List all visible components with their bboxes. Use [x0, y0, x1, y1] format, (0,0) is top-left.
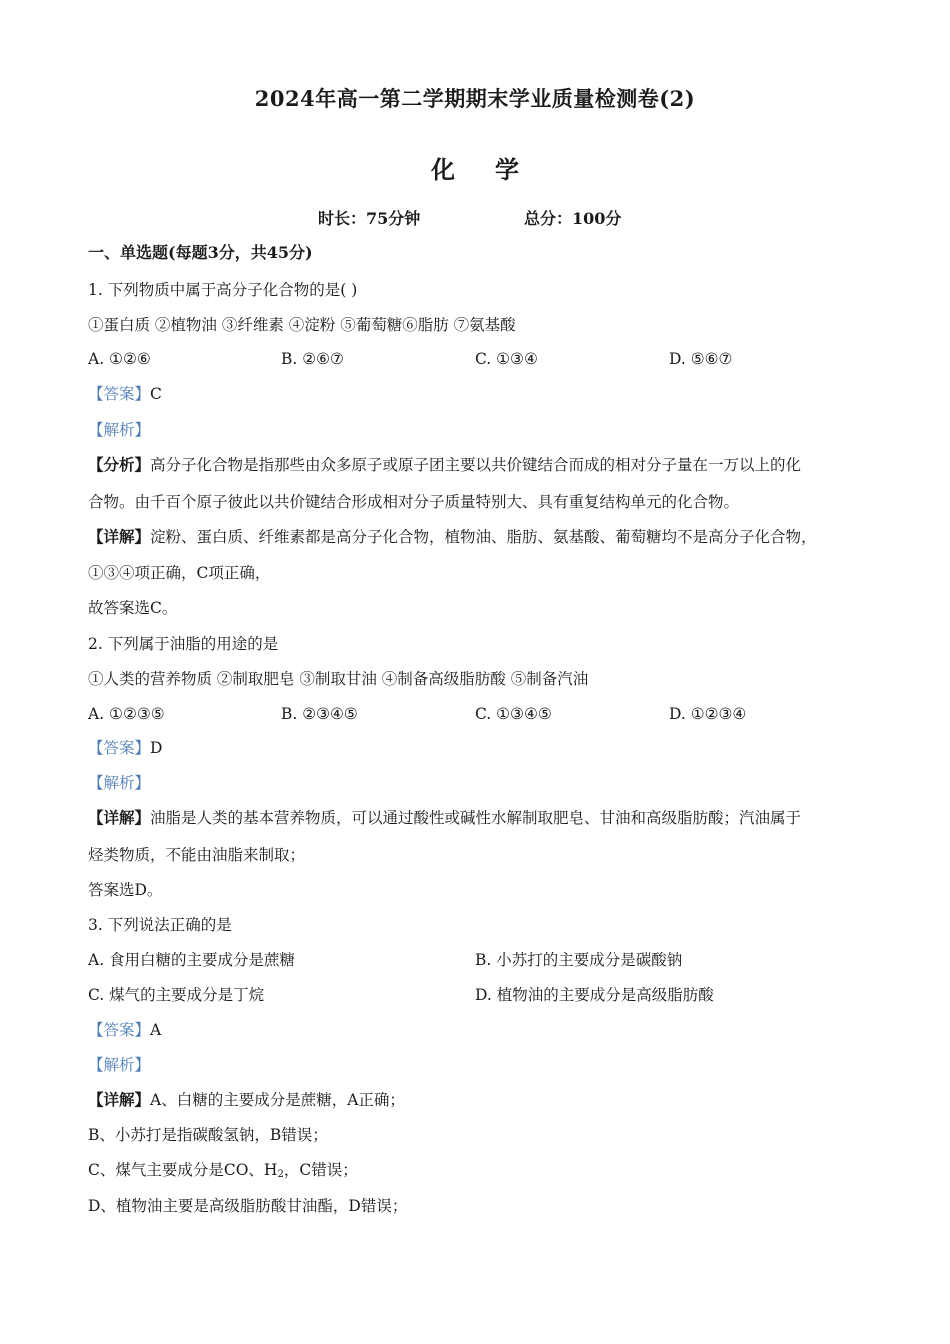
question-items: ①蛋白质 ②植物油 ③纤维素 ④淀粉 ⑤葡萄糖⑥脂肪 ⑦氨基酸	[88, 316, 516, 334]
section-title: 一、单选题(每题3分，共45分)	[88, 243, 313, 262]
answer-tag: 【答案】	[88, 385, 151, 403]
exam-title: 2024年高一第二学期期末学业质量检测卷(2)	[254, 86, 696, 111]
detail-text: A、白糖的主要成分是蔗糖，A正确；	[150, 1091, 405, 1109]
option-c: C. 煤气的主要成分是丁烷	[88, 986, 265, 1004]
question-stem: 3. 下列说法正确的是	[88, 916, 232, 934]
question-stem: 1. 下列物质中属于高分子化合物的是( )	[88, 281, 358, 299]
detail-tag: 【详解】	[88, 527, 151, 546]
question-stem: 2. 下列属于油脂的用途的是	[88, 635, 279, 653]
answer-value: A	[150, 1021, 162, 1039]
detail-line-2: B、小苏打是指碳酸氢钠，B错误；	[88, 1126, 328, 1144]
fenxi-line-2: 合物。由千百个原子彼此以共价键结合形成相对分子质量特别大、具有重复结构单元的化合物。	[88, 493, 740, 511]
option-d: D. 植物油的主要成分是高级脂肪酸	[475, 986, 714, 1004]
option-c: C. ①③④⑤	[475, 705, 552, 723]
subject-title: 化学	[431, 155, 559, 184]
fenxi-line-1	[88, 454, 801, 476]
detail-line-3	[88, 1159, 358, 1186]
fenxi-tag: 【分析】	[88, 455, 151, 474]
option-c: C. ①③④	[475, 350, 538, 368]
answer-value: C	[150, 385, 162, 403]
exam-duration: 时长：75分钟	[318, 209, 421, 228]
detail-line-3: 答案选D。	[88, 881, 163, 899]
option-a: A. ①②⑥	[88, 350, 151, 368]
detail-text: C、煤气主要成分是CO、H	[88, 1161, 278, 1179]
detail-line-3: 故答案选C。	[88, 599, 178, 617]
detail-text: 油脂是人类的基本营养物质，可以通过酸性或碱性水解制取肥皂、甘油和高级脂肪酸；汽油属于	[150, 809, 802, 827]
detail-line-2: ①③④项正确，C项正确，	[88, 564, 271, 582]
option-b: B. 小苏打的主要成分是碳酸钠	[475, 951, 683, 969]
detail-line-4: D、植物油主要是高级脂肪酸甘油酯，D错误；	[88, 1197, 408, 1215]
option-b: B. ②③④⑤	[281, 705, 358, 723]
analysis-tag: 【解析】	[88, 774, 151, 792]
answer-line	[88, 737, 162, 759]
question-items: ①人类的营养物质 ②制取肥皂 ③制取甘油 ④制备高级脂肪酸 ⑤制备汽油	[88, 670, 589, 688]
detail-line-2: 烃类物质，不能由油脂来制取；	[88, 846, 306, 864]
analysis-tag: 【解析】	[88, 421, 151, 439]
detail-tag: 【详解】	[88, 808, 151, 827]
exam-total-score: 总分：100分	[524, 209, 622, 228]
option-b: B. ②⑥⑦	[281, 350, 344, 368]
option-d: D. ⑤⑥⑦	[669, 350, 733, 368]
answer-tag: 【答案】	[88, 1021, 151, 1039]
analysis-tag: 【解析】	[88, 1056, 151, 1074]
answer-line	[88, 383, 162, 405]
answer-tag: 【答案】	[88, 739, 151, 757]
option-a: A. ①②③⑤	[88, 705, 165, 723]
option-d: D. ①②③④	[669, 705, 747, 723]
option-a: A. 食用白糖的主要成分是蔗糖	[88, 951, 296, 969]
fenxi-text: 高分子化合物是指那些由众多原子或原子团主要以共价键结合而成的相对分子量在一万以上的化	[150, 456, 802, 474]
detail-tag: 【详解】	[88, 1090, 151, 1109]
detail-text: 淀粉、蛋白质、纤维素都是高分子化合物，植物油、脂肪、氨基酸、葡萄糖均不是高分子化合物，	[150, 528, 817, 546]
subscript: 2	[277, 1169, 284, 1180]
answer-value: D	[150, 739, 163, 757]
detail-line-1	[88, 1089, 405, 1111]
detail-line-1	[88, 807, 801, 829]
detail-line-1	[88, 526, 817, 548]
answer-line	[88, 1019, 161, 1041]
detail-text: ，C错误；	[283, 1161, 358, 1179]
